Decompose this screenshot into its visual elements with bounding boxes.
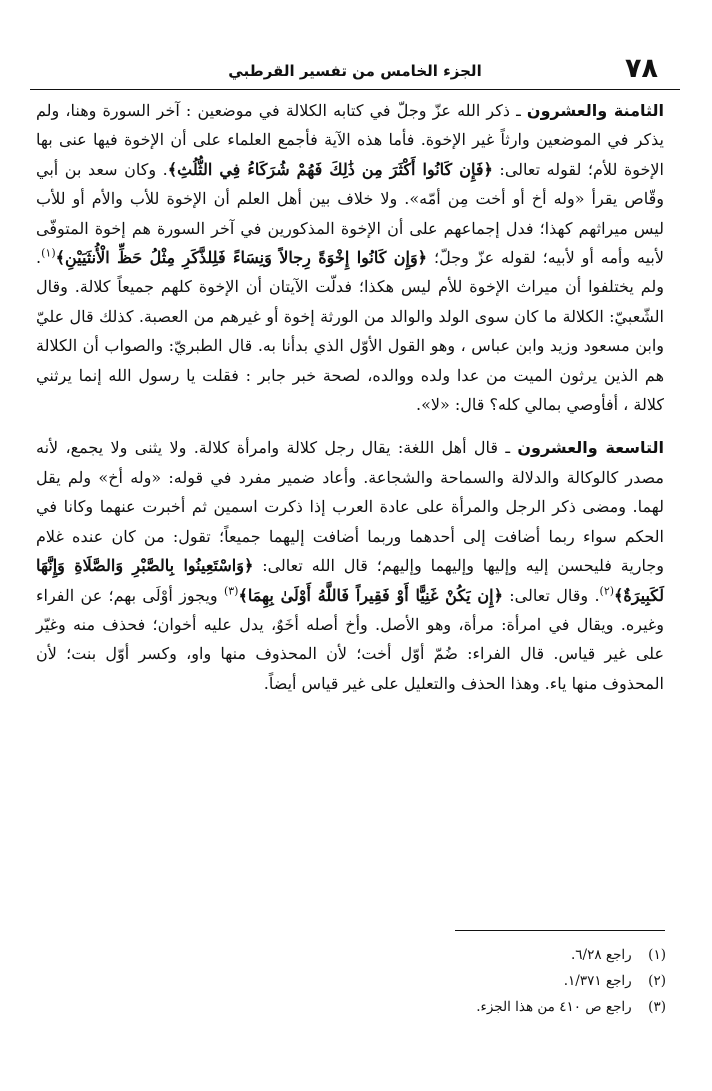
main-text	[36, 96, 664, 698]
section-paragraph	[36, 433, 664, 698]
footnote-reference: (٣)	[223, 584, 239, 598]
footnote-text: راجع ٦/٢٨.	[571, 947, 632, 963]
footnote-marker: (٣)	[648, 999, 666, 1015]
footnote-reference: (٢)	[599, 584, 615, 598]
footnote-text: راجع ص ٤١٠ من هذا الجزء.	[476, 999, 632, 1015]
text-segment: ـ ذكر الله عزّ وجلّ في كتابه الكلالة في موضعين : آخر السورة وهنا، ولم يذكر في الموضعين وارثاً غير الإخوة. فأما هذه الآية فأجمع العلماء على أن الإخوة فيها عنى بها الإخوة للأم؛ لقوله تعالى:	[36, 101, 664, 179]
quran-quote: ﴿إِن يَكُنْ غَنِيًّا أَوْ فَقِيراً فَاللَّهُ أَوْلَىٰ بِهِمَا﴾	[238, 585, 503, 605]
text-segment: ـ قال أهل اللغة: يقال رجل كلالة وامرأة كلالة. ولا يثنى ولا يجمع، لأنه مصدر كالوكالة والدلالة والسماحة والشجاعة. وأعاد ضمير مفرد في قوله: «وله أخ» ولم يقل لهما. ومضى ذكر الرجل والمرأة على عادة العرب إذا ذكرت اسمين ثم أخبرت عنهما وكانا في الحكم سواء ربما أضافت إلى أحدهما وربما أضافت إليهما جميعاً؛ تقول: من كان عنده غلام وجارية فليحسن إليه وإليها وإليهما وإليهم؛ قال الله تعالى:	[36, 438, 665, 576]
footnote-item	[300, 994, 666, 1020]
text-segment: ويجوز أوْلَى بهم؛ عن الفراء وغيره. ويقال في امرأة: مرأة، وهو الأصل. وأخ أصله أخَوٌ، يدل عليه أخوان؛ فحذف منه وغيّر على غير قياس. قال الفراء: ضُمّ أوّل أخت؛ لأن المحذوف منها واو، وكسر أوّل بنت؛ لأن المحذوف منها ياء. وهذا الحذف والتعليل على غير قياس أيضاً.	[36, 585, 664, 693]
page-number: ٧٨	[625, 53, 658, 84]
footnotes	[300, 942, 666, 1020]
quran-quote: ﴿فَإِن كَانُوا أَكْثَرَ مِن ذَٰلِكَ فَهُمْ شُرَكَاءُ فِي الثُّلُثِ﴾	[167, 159, 493, 179]
footnote-reference: (١)	[41, 246, 56, 260]
running-title: الجزء الخامس من تفسير القرطبي	[228, 62, 482, 80]
page-header	[30, 52, 680, 90]
quran-quote: ﴿وَاسْتَعِينُوا بِالصَّبْرِ وَالصَّلَاةِ وَإِنَّهَا لَكَبِيرَةٌ﴾	[36, 556, 664, 605]
text-segment: . وقال تعالى:	[502, 585, 600, 605]
section-heading: الثامنة والعشرون	[526, 101, 665, 120]
footnote-marker: (٢)	[648, 973, 666, 989]
header-rule	[30, 89, 680, 90]
footnote-rule	[455, 930, 665, 931]
footnote-text: راجع ١/٣٧١.	[563, 973, 632, 989]
quran-quote: ﴿وَإِن كَانُوا إِخْوَةً رِجالاً وَنِسَاءً فَلِلذَّكَرِ مِثْلُ حَظِّ الْأُنثَيَيْنِ﴾	[55, 248, 428, 268]
text-segment: . ولم يختلفوا أن ميراث الإخوة للأم ليس هكذا؛ فدلّت الآيتان أن الإخوة كلهم جميعاً كلالة. وقال الشّعبيّ: الكلالة ما كان سوى الولد والوالد من الورثة إخوة أو غيرهم من العصبة. كذلك قال عليّ وابن مسعود وزيد وابن عباس ، وهو القول الأوّل الذي بدأنا به. قال الطبريّ: والصواب أن الكلالة هم الذين يرثون الميت من عدا ولده ووالده، لصحة خبر جابر : فقلت يا رسول الله إنما يرثني كلالة ، أفأوصي بمالي كله؟ قال: «لا».	[36, 248, 665, 415]
text-segment: . وكان سعد بن أبي وقّاص يقرأ «وله أخ أو أخت مِن أمّه». ولا خلاف بين أهل العلم أن الإخوة للأب والأم أو للأب ليس ميراثهم كهذا؛ فدل إجماعهم على أن الإخوة المذكورين في آخر السورة هم إخوة المتوفّى لأبيه وأمه أو لأبيه؛ لقوله عزّ وجلّ؛	[36, 159, 664, 268]
footnote-item	[300, 968, 666, 994]
footnote-item	[300, 942, 666, 968]
section-heading: التاسعة والعشرون	[517, 438, 665, 458]
footnote-marker: (١)	[648, 947, 666, 963]
section-paragraph	[36, 96, 664, 419]
